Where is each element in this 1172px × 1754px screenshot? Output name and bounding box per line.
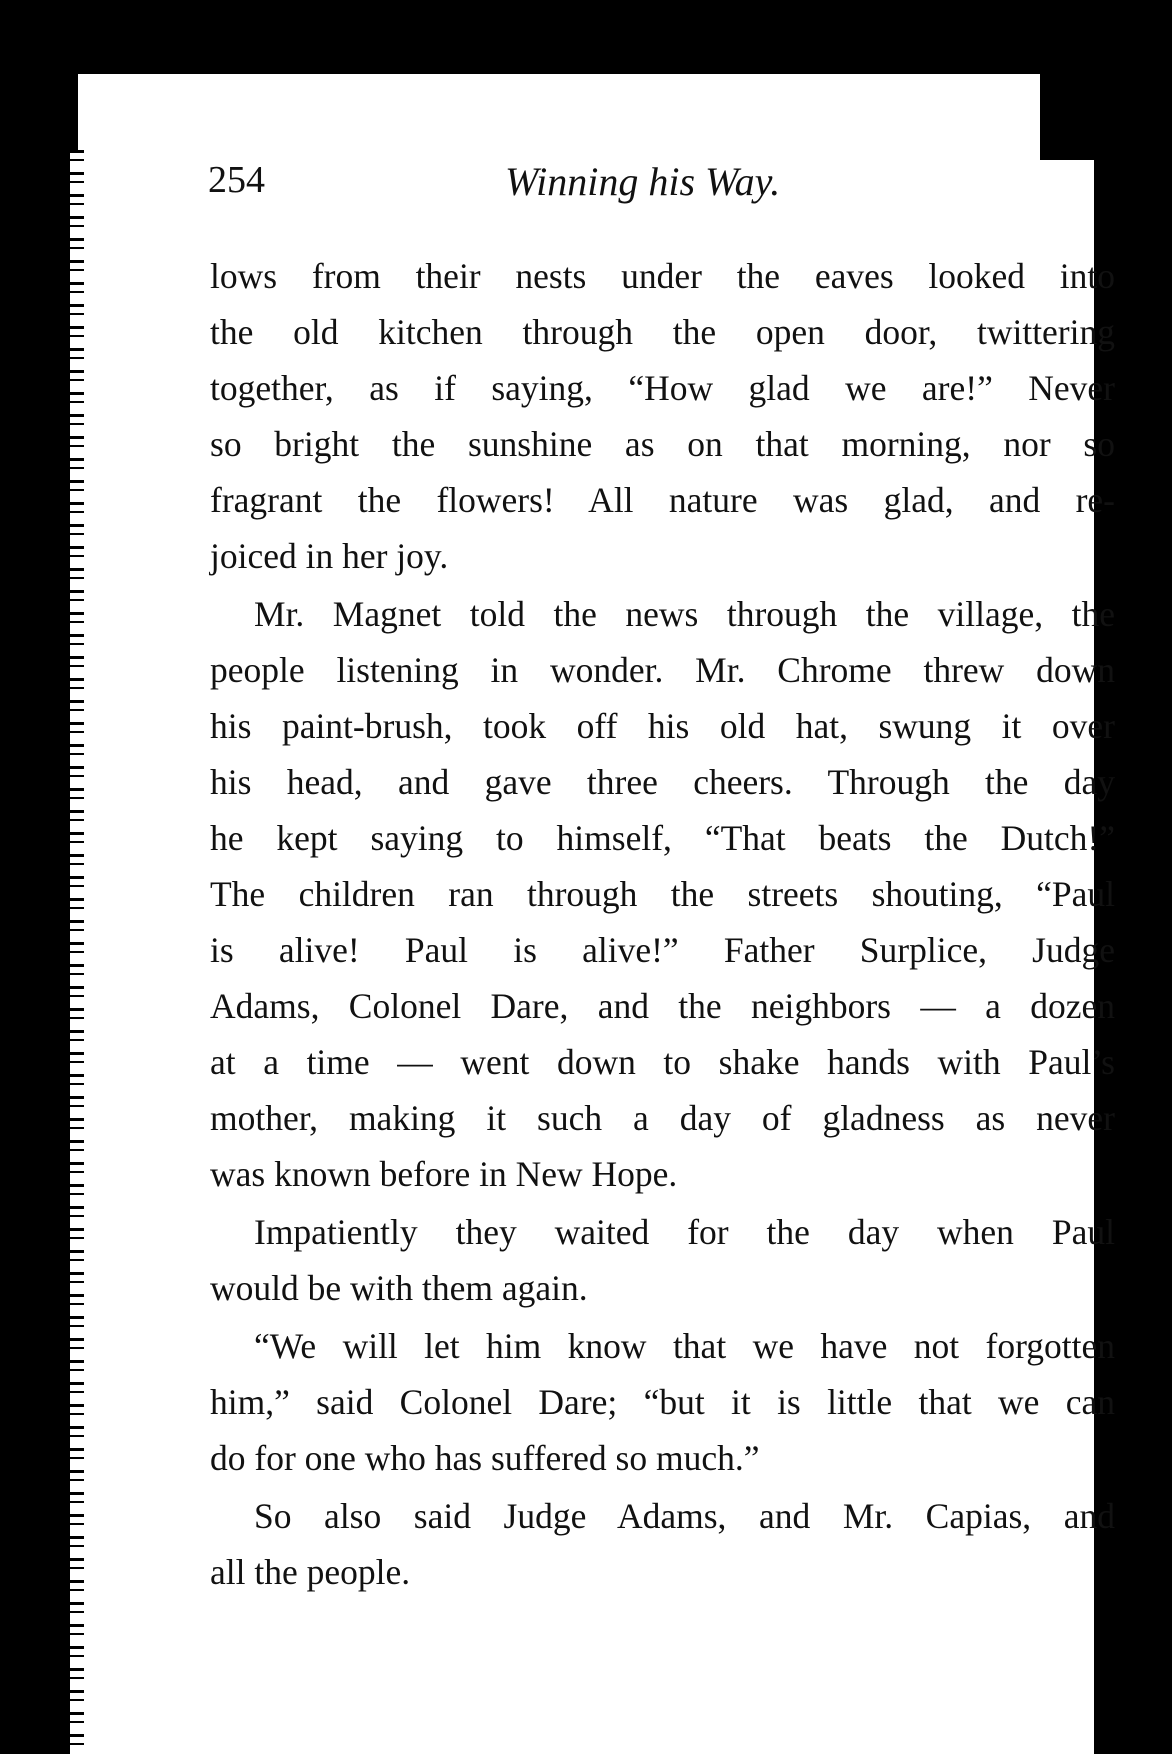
text-line: people listening in wonder. Mr. Chrome threw down <box>210 650 1115 690</box>
text-line: Adams, Colonel Dare, and the neighbors — a dozen <box>210 986 1115 1026</box>
text-line: so bright the sunshine as on that morning, nor so <box>210 424 1115 464</box>
text-line: joiced in her joy. <box>210 536 449 576</box>
running-title: Winning his Way. <box>505 159 781 204</box>
text-line: fragrant the flowers! All nature was glad, and re- <box>210 480 1115 520</box>
text-line: So also said Judge Adams, and Mr. Capias, and <box>254 1496 1115 1536</box>
text-line: his paint-brush, took off his old hat, swung it over <box>210 706 1115 746</box>
text-line: “We will let him know that we have not forgotten <box>254 1326 1115 1366</box>
right-edge-notch <box>1124 1130 1172 1260</box>
text-line: would be with them again. <box>210 1268 588 1308</box>
text-line: at a time — went down to shake hands with Paul’s <box>210 1042 1115 1082</box>
page-header <box>208 158 1108 218</box>
text-line: him,” said Colonel Dare; “but it is little that we can <box>210 1382 1115 1422</box>
page-number: 254 <box>208 159 265 201</box>
text-line: was known before in New Hope. <box>210 1154 678 1194</box>
top-right-corner-shadow <box>1040 0 1172 160</box>
text-line: lows from their nests under the eaves looked into <box>210 256 1115 296</box>
text-line: is alive! Paul is alive!” Father Surplice, Judge <box>210 930 1115 970</box>
text-line: he kept saying to himself, “That beats the Dutch!” <box>210 818 1115 858</box>
paragraph <box>210 1318 1115 1486</box>
ragged-left-edge <box>70 150 84 1754</box>
text-line: his head, and gave three cheers. Through the day <box>210 762 1115 802</box>
paragraph <box>210 586 1115 1202</box>
text-line: Mr. Magnet told the news through the village, the <box>254 594 1115 634</box>
text-line: do for one who has suffered so much.” <box>210 1438 760 1478</box>
text-line: together, as if saying, “How glad we are!” Never <box>210 368 1115 408</box>
text-line: all the people. <box>210 1552 411 1592</box>
right-edge-notch <box>1126 1350 1172 1520</box>
paragraph <box>210 1488 1115 1600</box>
right-edge-notch <box>1120 530 1172 860</box>
text-line: mother, making it such a day of gladness as never <box>210 1098 1115 1138</box>
paragraph <box>210 248 1115 584</box>
text-line: The children ran through the streets shouting, “Paul <box>210 874 1115 914</box>
right-edge-notch <box>1128 1580 1172 1754</box>
text-line: Impatiently they waited for the day when Paul <box>254 1212 1115 1252</box>
right-edge-notch <box>1118 230 1172 270</box>
paragraph <box>210 1204 1115 1316</box>
text-line: the old kitchen through the open door, twittering <box>210 312 1115 352</box>
body-text <box>210 248 1115 1600</box>
